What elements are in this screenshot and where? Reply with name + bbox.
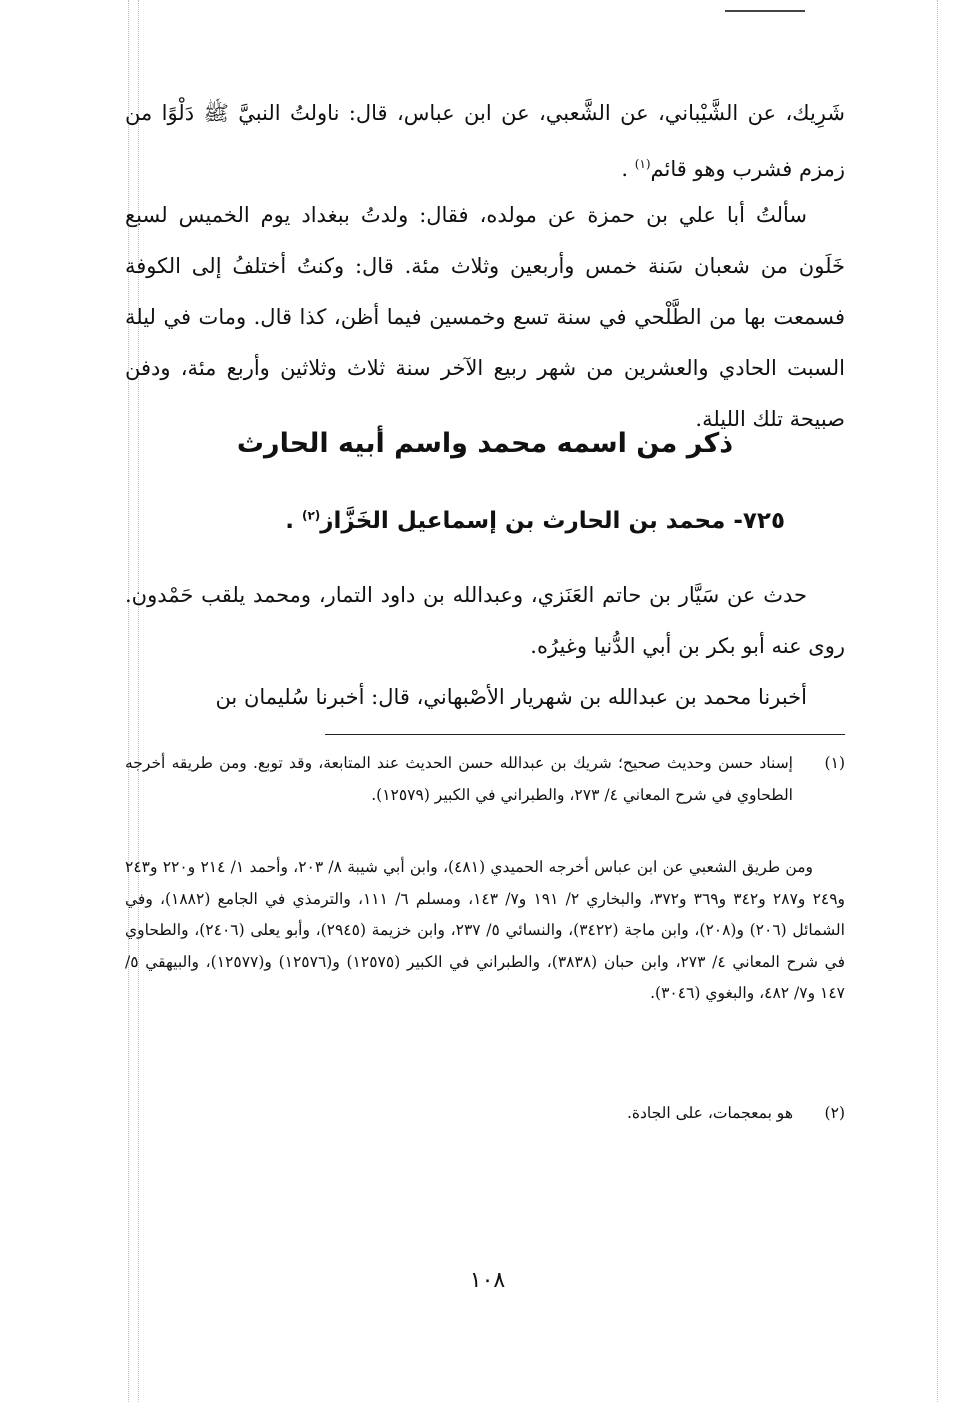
paragraph-narrators: حدث عن سَيَّار بن حاتم العَنَزي، وعبدالله بن داود التمار، ومحمد يلقب حَمْدون. روى عنه أبو بكر بن أبي الدُّنيا وغيرُه. — [125, 583, 845, 658]
footnote-2 — [125, 1098, 845, 1130]
footnote-separator — [325, 734, 845, 735]
footnote-text: إسناد حسن وحديث صحيح؛ شريك بن عبدالله حسن الحديث عند المتابعة، وقد توبع. ومن طريقه أخرجه الطحاوي في شرح المعاني ٤/ ٢٧٣، والطبراني في الكبير (١٢٥٧٩). — [125, 754, 793, 804]
entry-heading: ٧٢٥- محمد بن الحارث بن إسماعيل الخَزَّاز$^{(٢)}$ . — [285, 508, 785, 534]
footnote-1-continuation: ومن طريق الشعبي عن ابن عباس أخرجه الحميدي (٤٨١)، وابن أبي شيبة ٨/ ٢٠٣، وأحمد ١/ ٢١٤ و٢٢٠ و٢٤٣ و٢٤٩ و٢٨٧ و٣٤٢ و٣٦٩ و٣٧٢، والبخاري ٢/ ١٩١ و٧/ ١٤٣، ومسلم ٦/ ١١١، والترمذي في الجامع (١٨٨٢)، وفي الشمائل (٢٠٦) و(٢٠٨)، وابن ماجة (٣٤٢٢)، والنسائي ٥/ ٢٣٧، وابن خزيمة (٢٩٤٥)، وأبو يعلى (٢٤٠٦)، والطحاوي في شرح المعاني ٤/ ٢٧٣، وابن حبان (٣٨٣٨)، والطبراني في الكبير (١٢٥٧٥) و(١٢٥٧٦) و(١٢٥٧٧)، والبيهقي ٥/ ١٤٧ و٧/ ٤٨٢، والبغوي (٣٠٤٦). — [125, 858, 846, 1002]
footnote-1 — [125, 748, 845, 811]
footnote-number: (٢) — [824, 1104, 845, 1122]
footnote-number: (١) — [824, 754, 845, 772]
footnote-text: هو بمعجمات، على الجادة. — [626, 1104, 793, 1122]
paragraph-hadith: شَرِيك، عن الشَّيْباني، عن الشَّعبي، عن ابن عباس، قال: ناولتُ النبيَّ ﷺ دَلْوًا من زمزم فشرب وهو قائم$^{(١)}$ . — [125, 101, 845, 181]
entry-title: - محمد بن الحارث بن إسماعيل الخَزَّاز — [320, 508, 743, 534]
entry-number: ٧٢٥ — [742, 508, 785, 534]
page-number: ١٠٨ — [469, 1268, 506, 1293]
top-rule — [725, 10, 805, 12]
paragraph-chain: أخبرنا محمد بن عبدالله بن شهريار الأصْبهاني، قال: أخبرنا سُليمان بن — [215, 685, 807, 709]
paragraph-birth-death: سألتُ أبا علي بن حمزة عن مولده، فقال: ولدتُ ببغداد يوم الخميس لسبع خَلَون من شعبان سَنة خمس وأربعين وثلاث مئة. قال: وكنتُ أختلفُ إلى الكوفة فسمعت بها من الطَّلْحي في سنة تسع وخمسين فيما أظن، كذا قال. ومات في ليلة السبت الحادي والعشرين من شهر ربيع الآخر سنة ثلاث وثلاثين وأربع مئة، ودفن صبيحة تلك الليلة. — [125, 203, 845, 431]
footnote-ref-1: (١) — [634, 157, 651, 171]
margin-guide-right — [937, 0, 938, 1402]
section-heading: ذكر من اسمه محمد واسم أبيه الحارث — [236, 428, 734, 459]
footnote-ref-2: (٢) — [301, 508, 321, 523]
